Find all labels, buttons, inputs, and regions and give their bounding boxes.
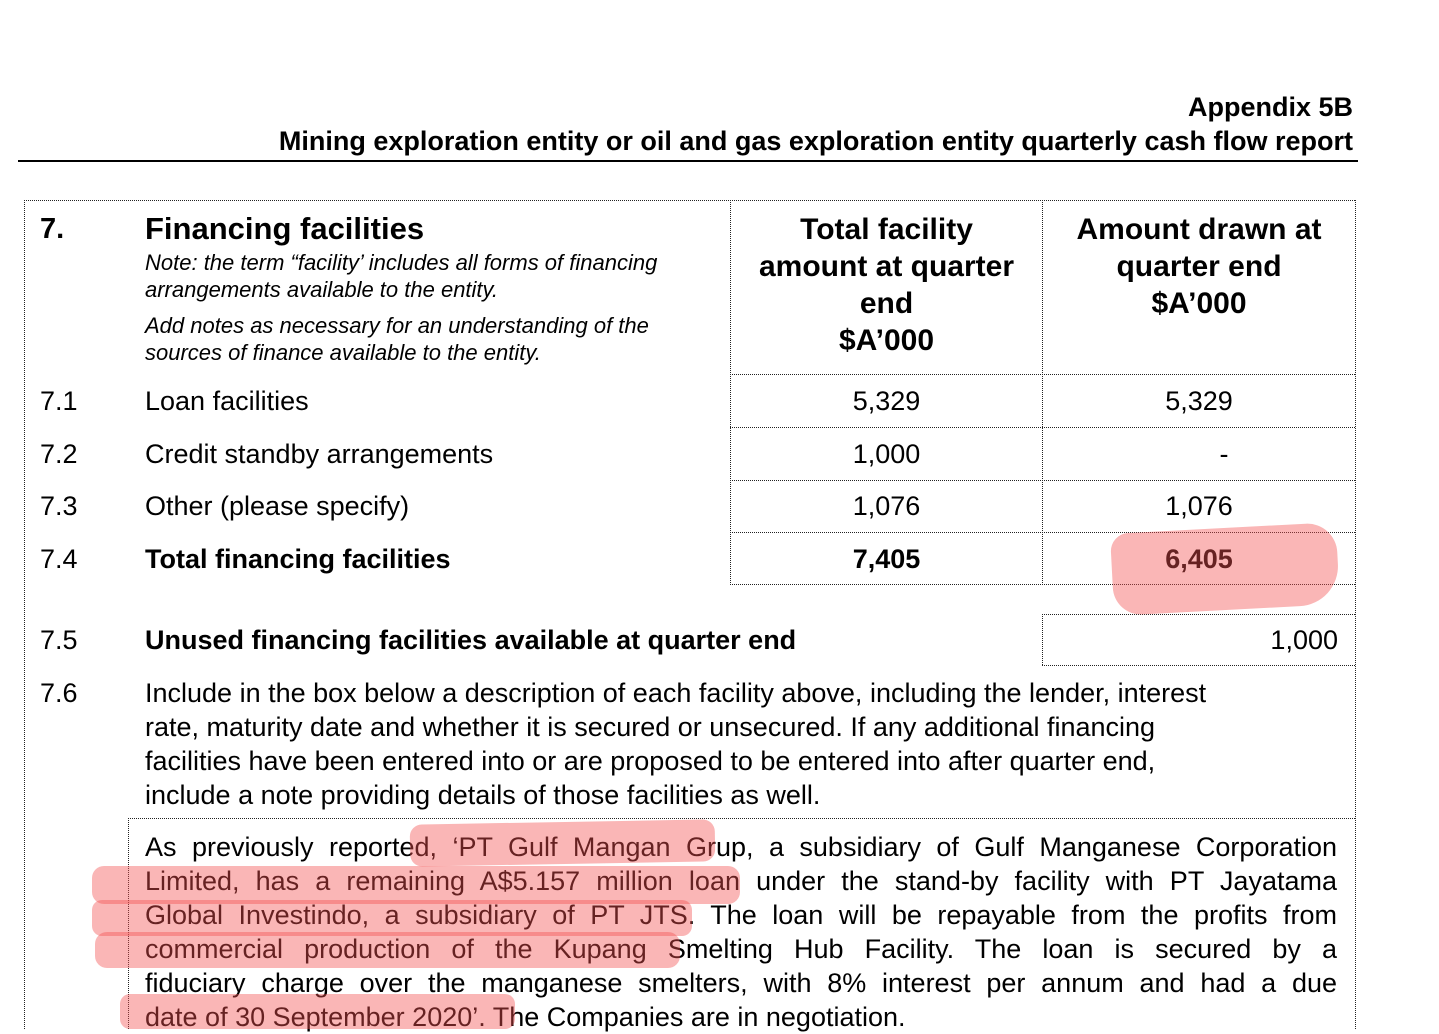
item-7-6-instructions: Include in the box below a description of each facility above, including the lender, interest rate, maturity date and whether it is secured or unsecured. If any additional financing facilities have been entered into or are proposed to be entered into after quarter end, include a note providing details of those facilities as well.: [145, 678, 1207, 810]
row-number: 7.3: [40, 491, 78, 521]
col-total-facility-header: Total facility amount at quarter end $A’000: [758, 213, 1015, 357]
unused-label: Unused financing facilities available at quarter end: [145, 625, 797, 655]
frame-left: [24, 200, 25, 1029]
row-total-value: 7,405: [852, 544, 921, 574]
col-amount-drawn-header: Amount drawn at quarter end $A’000: [1076, 213, 1322, 320]
row-number: 7.4: [40, 544, 78, 574]
row-drawn-value: 6,405: [1165, 544, 1233, 574]
grid-row-line: [730, 427, 1355, 428]
description-box-top: [128, 818, 1355, 819]
highlight-mark: [410, 819, 716, 866]
row-number: 7.6: [40, 678, 78, 708]
section-number: 7.: [40, 213, 65, 245]
unused-box-top: [1042, 614, 1355, 615]
row-number: 7.5: [40, 625, 78, 655]
appendix-title: Appendix 5B: [1187, 92, 1353, 122]
row-drawn-value: 1,076: [1165, 491, 1233, 521]
section-note-1: Note: the term “facility’ includes all forms of financing arrangements available to the entity.: [145, 250, 658, 302]
row-label-total: Total financing facilities: [145, 544, 451, 574]
section-title: Financing facilities: [145, 211, 425, 246]
frame-top: [24, 200, 1355, 201]
grid-row-line: [730, 480, 1355, 481]
row-total-value: 5,329: [852, 386, 921, 416]
highlight-mark: [92, 900, 692, 936]
grid-row-line: [730, 374, 1355, 375]
highlight-mark: [1110, 522, 1340, 616]
unused-value: 1,000: [1270, 625, 1338, 655]
row-drawn-value: -: [1219, 439, 1229, 469]
unused-box-bottom: [1042, 665, 1355, 666]
row-total-value: 1,000: [852, 439, 921, 469]
section-note-2: Add notes as necessary for an understanding of the sources of finance available to the entity.: [145, 313, 649, 365]
row-number: 7.2: [40, 439, 78, 469]
row-label: Other (please specify): [145, 491, 410, 521]
report-subtitle: Mining exploration entity or oil and gas exploration entity quarterly cash flow report: [278, 126, 1353, 156]
row-label: Loan facilities: [145, 386, 309, 416]
row-label: Credit standby arrangements: [145, 439, 494, 469]
highlight-mark: [92, 866, 740, 904]
facility-description: As previously reported, ‘PT Gulf Mangan Grup, a subsidiary of Gulf Manganese Corporation Limited, has a remaining A$5.157 million loan under the stand-by facility with PT Jayatama Global Investindo, a subsidiary of PT JTS. The loan will be repayable from the profits from commercial production of the Kupang Smelting Hub Facility. The loan is secured by a fiduciary charge over the manganese smelters, with 8% interest per annum and had a due date of 30 September 2020’. The Companies are in negotiation.: [145, 832, 1337, 1032]
row-number: 7.1: [40, 386, 78, 416]
row-drawn-value: 5,329: [1165, 386, 1233, 416]
highlight-mark: [95, 932, 680, 968]
header-rule: [18, 160, 1358, 162]
highlight-mark: [120, 994, 515, 1029]
row-total-value: 1,076: [852, 491, 921, 521]
frame-right: [1355, 200, 1356, 1029]
